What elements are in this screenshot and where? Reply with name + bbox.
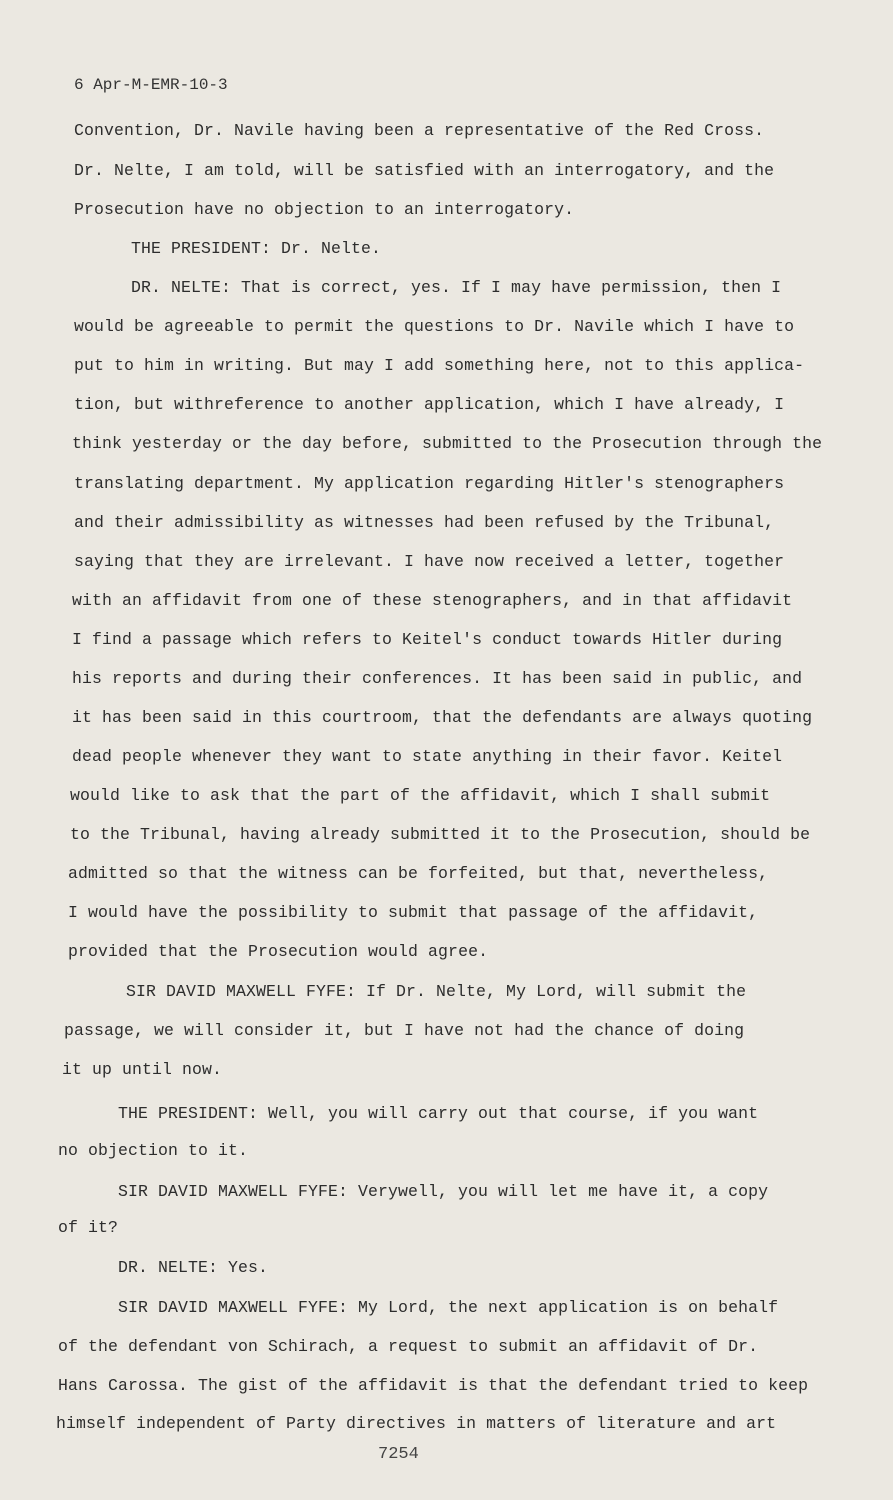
text-line: Hans Carossa. The gist of the affidavit is that the defendant tried to keep bbox=[58, 1376, 809, 1395]
text-line: think yesterday or the day before, submitted to the Prosecution through the bbox=[72, 434, 823, 453]
text-line: Convention, Dr. Navile having been a representative of the Red Cross. bbox=[74, 121, 765, 140]
text-line: put to him in writing. But may I add something here, not to this applica- bbox=[74, 356, 805, 375]
text-line: I find a passage which refers to Keitel's conduct towards Hitler during bbox=[72, 630, 783, 649]
text-line: dead people whenever they want to state anything in their favor. Keitel bbox=[72, 747, 783, 766]
text-line: passage, we will consider it, but I have not had the chance of doing bbox=[64, 1021, 745, 1040]
text-line: himself independent of Party directives in matters of literature and art bbox=[56, 1414, 777, 1433]
text-line: of it? bbox=[58, 1218, 119, 1237]
text-line: of the defendant von Schirach, a request to submit an affidavit of Dr. bbox=[58, 1337, 759, 1356]
speaker-line: SIR DAVID MAXWELL FYFE: If Dr. Nelte, My Lord, will submit the bbox=[126, 982, 747, 1001]
text-line: with an affidavit from one of these stenographers, and in that affidavit bbox=[72, 591, 793, 610]
speaker-line: DR. NELTE: That is correct, yes. If I may have permission, then I bbox=[131, 278, 782, 297]
page-number: 7254 bbox=[378, 1445, 419, 1464]
text-line: it has been said in this courtroom, that the defendants are always quoting bbox=[72, 708, 813, 727]
text-line: would be agreeable to permit the questions to Dr. Navile which I have to bbox=[74, 317, 795, 336]
text-line: translating department. My application regarding Hitler's stenographers bbox=[74, 474, 785, 493]
text-line: would like to ask that the part of the affidavit, which I shall submit bbox=[70, 786, 771, 805]
text-line: Dr. Nelte, I am told, will be satisfied with an interrogatory, and the bbox=[74, 161, 775, 180]
text-line: admitted so that the witness can be forfeited, but that, nevertheless, bbox=[68, 864, 769, 883]
speaker-line: THE PRESIDENT: Well, you will carry out that course, if you want bbox=[118, 1104, 759, 1123]
text-line: tion, but withreference to another application, which I have already, I bbox=[74, 395, 785, 414]
text-line: Prosecution have no objection to an interrogatory. bbox=[74, 200, 575, 219]
text-line: to the Tribunal, having already submitted it to the Prosecution, should be bbox=[70, 825, 811, 844]
speaker-line: SIR DAVID MAXWELL FYFE: Verywell, you will let me have it, a copy bbox=[118, 1182, 769, 1201]
text-line: saying that they are irrelevant. I have now received a letter, together bbox=[74, 552, 785, 571]
text-line: provided that the Prosecution would agree. bbox=[68, 942, 489, 961]
text-line: and their admissibility as witnesses had been refused by the Tribunal, bbox=[74, 513, 775, 532]
speaker-line: DR. NELTE: Yes. bbox=[118, 1258, 269, 1277]
page-header: 6 Apr-M-EMR-10-3 bbox=[74, 76, 228, 94]
text-line: his reports and during their conferences. It has been said in public, and bbox=[72, 669, 803, 688]
speaker-line: THE PRESIDENT: Dr. Nelte. bbox=[131, 239, 382, 258]
text-line: I would have the possibility to submit that passage of the affidavit, bbox=[68, 903, 759, 922]
text-line: no objection to it. bbox=[58, 1141, 249, 1160]
speaker-line: SIR DAVID MAXWELL FYFE: My Lord, the next application is on behalf bbox=[118, 1298, 779, 1317]
text-line: it up until now. bbox=[62, 1060, 223, 1079]
